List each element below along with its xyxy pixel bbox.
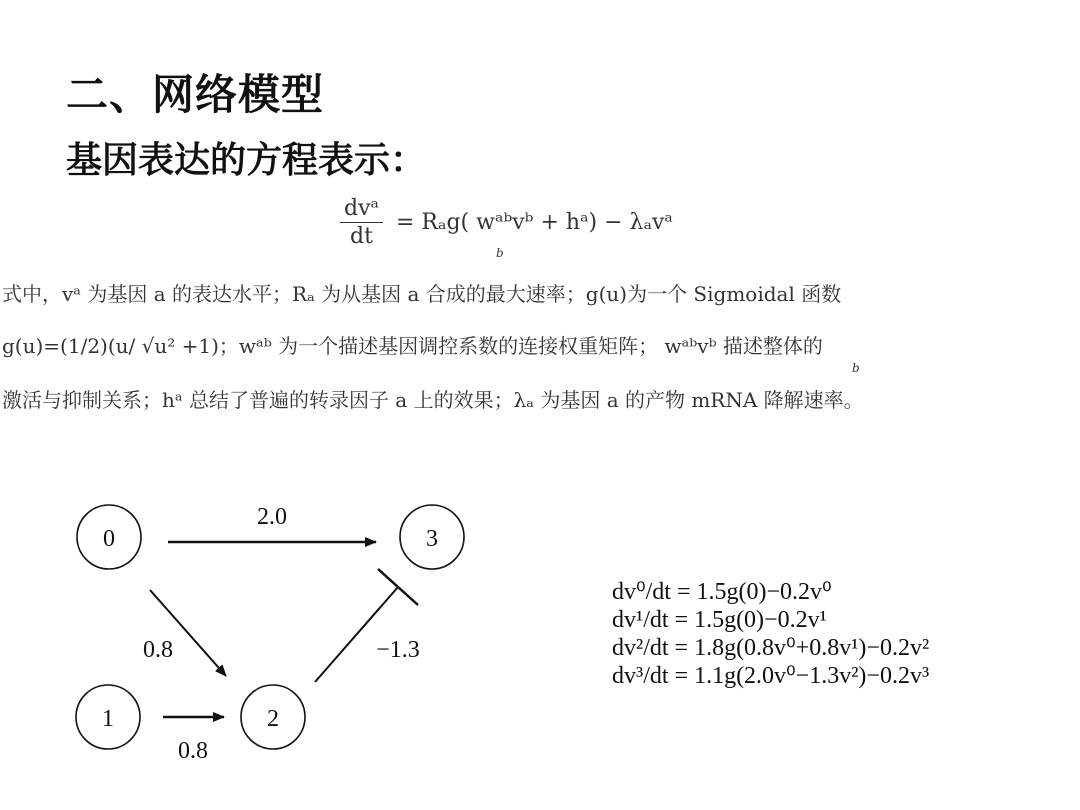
equation-v1: dv¹/dt = 1.5g(0)−0.2v¹ — [612, 607, 827, 633]
description-line-1: 式中，vᵃ 为基因 a 的表达水平；Rₐ 为从基因 a 合成的最大速率；g(u)为一个 Sigmoidal 函数 — [2, 282, 842, 306]
node-1-label: 1 — [102, 706, 114, 732]
equation-v3: dv³/dt = 1.1g(2.0v⁰−1.3v²)−0.2v³ — [612, 663, 930, 689]
main-equation — [340, 196, 673, 260]
gene-network-diagram — [0, 480, 560, 780]
equation-v2: dv²/dt = 1.8g(0.8v⁰+0.8v¹)−0.2v² — [612, 635, 930, 661]
sum-index: b — [496, 246, 504, 260]
node-2 — [241, 685, 305, 749]
weight-label-0-2: 0.8 — [143, 637, 173, 663]
description-line-3: 激活与抑制关系；hᵃ 总结了普遍的转录因子 a 上的效果；λₐ 为基因 a 的产物 mRNA 降解速率。 — [2, 388, 864, 412]
node-1 — [76, 685, 140, 749]
page-title: 二、网络模型 — [66, 70, 325, 119]
edge-2-3 — [315, 587, 398, 682]
node-3 — [400, 505, 464, 569]
weight-label-1-2: 0.8 — [178, 738, 208, 764]
description-line-2: g(u)=(1/2)(u/ √u² +1)；wᵃᵇ 为一个描述基因调控系数的连接权重矩阵； wᵃᵇvᵇ 描述整体的 — [2, 334, 823, 358]
equation-v0: dv⁰/dt = 1.5g(0)−0.2v⁰ — [612, 579, 832, 605]
section-subtitle: 基因表达的方程表示： — [66, 140, 427, 181]
equation-rhs: = Rₐg( wᵃᵇvᵇ + hᵃ) − λₐvᵃ — [396, 210, 673, 235]
derivative-fraction — [340, 196, 383, 249]
fraction-denominator: dt — [350, 224, 373, 249]
node-0-label: 0 — [103, 526, 115, 552]
fraction-numerator: dvᵃ — [340, 196, 383, 223]
inhibition-bar — [378, 569, 418, 605]
weight-label-0-3: 2.0 — [257, 504, 287, 530]
node-3-label: 3 — [426, 526, 438, 552]
node-0 — [77, 505, 141, 569]
description-sum-index: b — [852, 361, 860, 375]
node-2-label: 2 — [267, 706, 279, 732]
weight-label-2-3: −1.3 — [376, 637, 420, 663]
system-equations — [612, 578, 929, 690]
edge-0-2 — [150, 590, 226, 676]
